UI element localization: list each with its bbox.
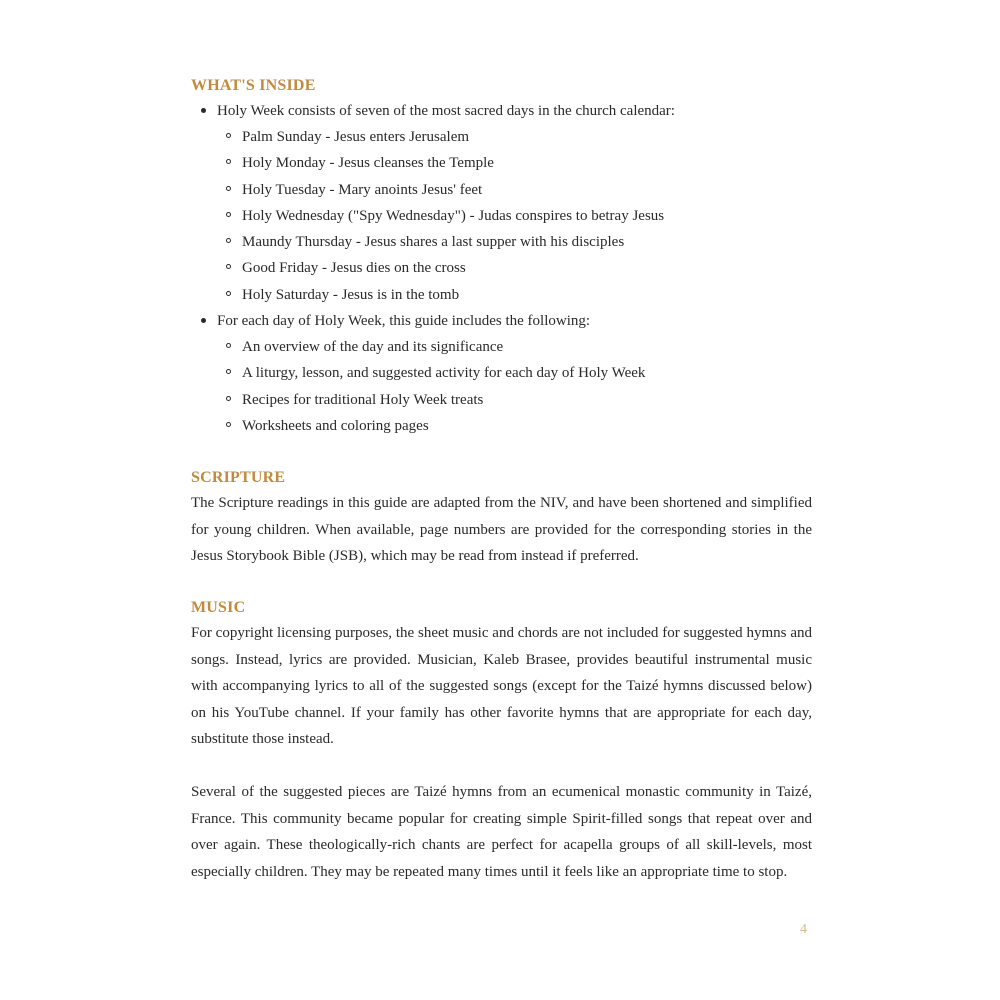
list-item <box>191 308 812 439</box>
list-item-text: A liturgy, lesson, and suggested activity for each day of Holy Week <box>242 365 646 382</box>
hollow-bullet-icon <box>226 186 231 191</box>
hollow-bullet-icon <box>226 369 231 374</box>
list-item <box>217 413 812 439</box>
hollow-bullet-icon <box>226 343 231 348</box>
list-item-text: Maundy Thursday - Jesus shares a last supper with his disciples <box>242 234 625 251</box>
list-item <box>217 203 812 229</box>
bullet-icon <box>201 108 206 113</box>
list-item <box>217 177 812 203</box>
whats-inside-heading: WHAT'S INSIDE <box>191 77 316 94</box>
list-item-text: Holy Wednesday ("Spy Wednesday") - Judas conspires to betray Jesus <box>242 207 665 224</box>
section-spacer <box>191 570 812 596</box>
hollow-bullet-icon <box>226 159 231 164</box>
music-paragraph-2: Several of the suggested pieces are Taizé hymns from an ecumenical monastic community in Taizé, France. This community became popular for creating simple Spirit-filled songs that repeat over and over again. These theologically-rich chants are perfect for acapella groups of all skill-levels, most especially children. They may be repeated many times until it feels like an appropriate time to stop. <box>191 784 812 880</box>
music-paragraph-1: For copyright licensing purposes, the sheet music and chords are not included for suggested hymns and songs. Instead, lyrics are provided. Musician, Kaleb Brasee, provides beautiful instrumental music with accompanying lyrics to all of the suggested songs (except for the Taizé hymns discussed below) on his YouTube channel. If your family has other favorite hymns that are appropriate for each day, substitute those instead. <box>191 625 812 748</box>
list-item-text: Worksheets and coloring pages <box>242 417 429 434</box>
hollow-bullet-icon <box>226 422 231 427</box>
list-item-text: Holy Saturday - Jesus is in the tomb <box>242 286 460 303</box>
list-item-text: Palm Sunday - Jesus enters Jerusalem <box>242 129 470 145</box>
page-number: 4 <box>800 922 807 937</box>
music-heading: MUSIC <box>191 599 246 617</box>
paragraph-spacer <box>191 753 812 779</box>
list-item-text: Holy Week consists of seven of the most sacred days in the church calendar: <box>217 103 675 119</box>
guide-contents-list <box>217 334 812 439</box>
list-item <box>217 360 812 386</box>
section-spacer <box>191 439 812 466</box>
hollow-bullet-icon <box>226 396 231 401</box>
bullet-icon <box>201 318 206 323</box>
hollow-bullet-icon <box>226 291 231 296</box>
scripture-heading: SCRIPTURE <box>191 469 286 487</box>
list-item <box>217 150 812 176</box>
holy-week-days-list <box>217 124 812 308</box>
list-item-text: Holy Tuesday - Mary anoints Jesus' feet <box>242 181 483 198</box>
list-item <box>191 98 812 308</box>
list-item <box>217 282 812 308</box>
list-item-text: Good Friday - Jesus dies on the cross <box>242 260 466 277</box>
scripture-section <box>191 466 812 570</box>
list-item <box>217 334 812 360</box>
hollow-bullet-icon <box>226 212 231 217</box>
list-item-text: For each day of Holy Week, this guide includes the following: <box>217 313 591 330</box>
list-item <box>217 229 812 255</box>
list-item-text: Recipes for traditional Holy Week treats <box>242 391 484 408</box>
music-section <box>191 596 812 885</box>
list-item-text: An overview of the day and its significance <box>242 339 504 356</box>
whats-inside-list <box>191 98 812 439</box>
hollow-bullet-icon <box>226 133 231 138</box>
scripture-paragraph: The Scripture readings in this guide are adapted from the NIV, and have been shortened and simplified for young children. When available, page numbers are provided for the corresponding stories in the Jesus Storybook Bible (JSB), which may be read from instead if preferred. <box>191 495 812 565</box>
list-item-text: Holy Monday - Jesus cleanses the Temple <box>242 155 494 172</box>
list-item <box>217 255 812 281</box>
list-item <box>217 387 812 413</box>
list-item <box>217 124 812 150</box>
hollow-bullet-icon <box>226 238 231 243</box>
document-page <box>191 74 812 885</box>
whats-inside-section <box>191 74 812 439</box>
hollow-bullet-icon <box>226 264 231 269</box>
